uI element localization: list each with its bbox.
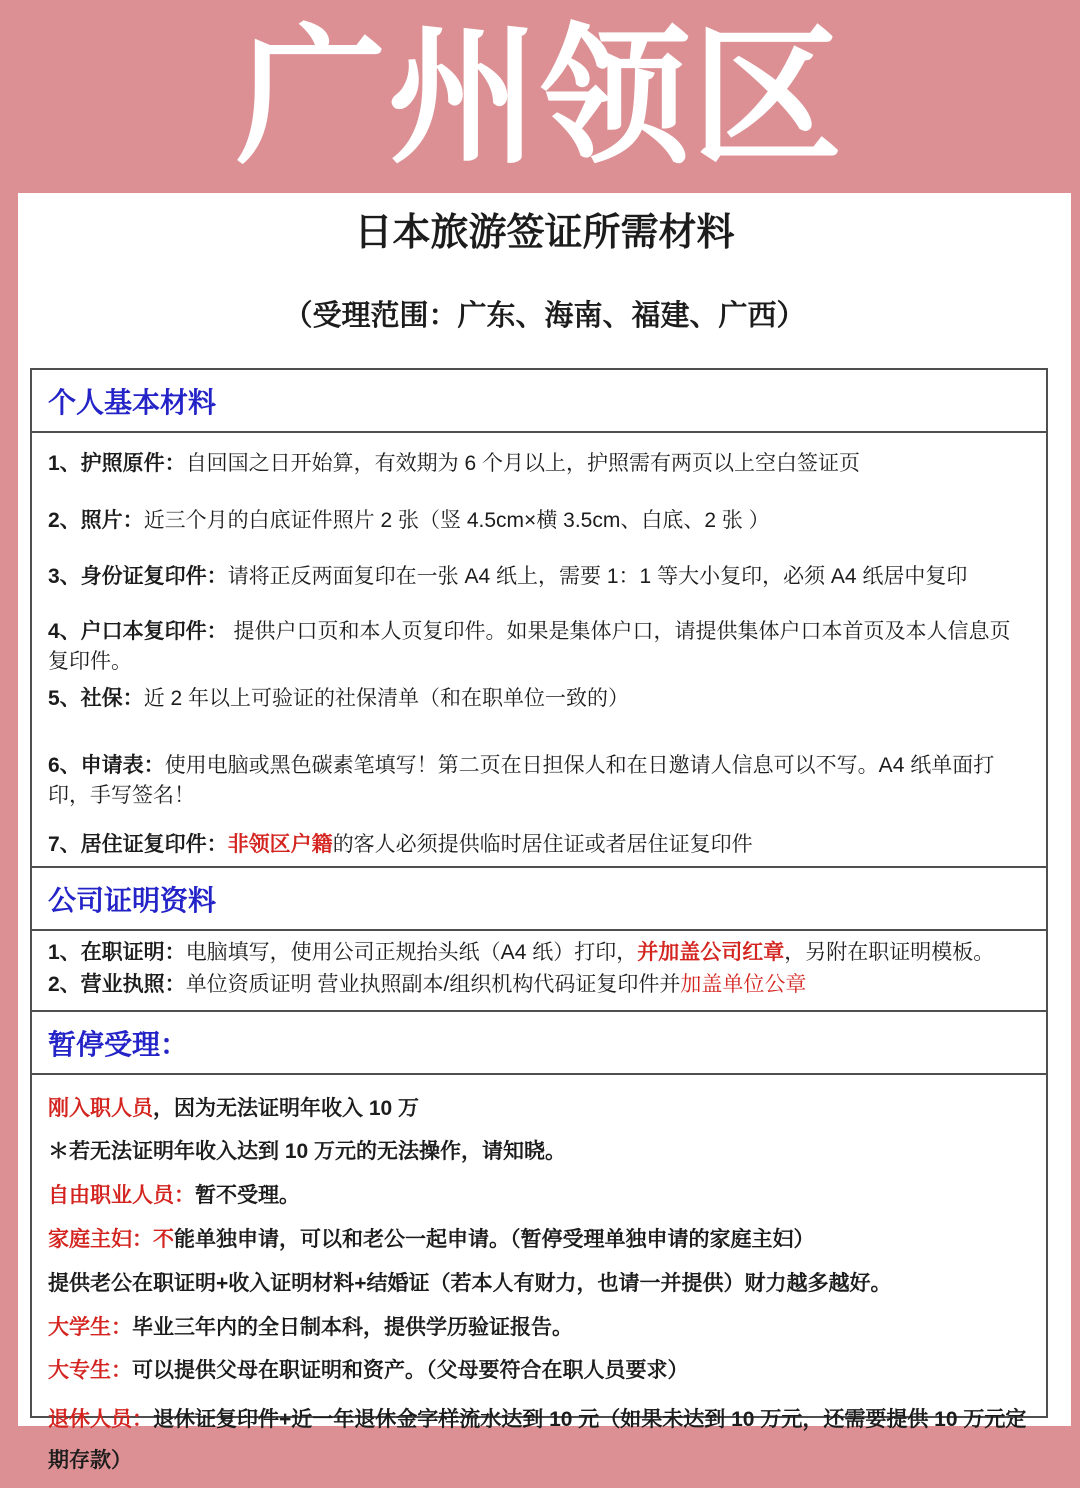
- suspended-housewife: 家庭主妇：不能单独申请，可以和老公一起申请。（暂停受理单独申请的家庭主妇）: [48, 1228, 815, 1252]
- item-application-form: 6、申请表：使用电脑或黑色碳素笔填写！第二页在日担保人和在日邀请人信息可以不写。A4 纸单面打印，手写签名！: [48, 754, 995, 807]
- suspended-housewife-note: 提供老公在职证明+收入证明材料+结婚证（若本人有财力，也请一并提供）财力越多越好。: [48, 1271, 892, 1295]
- section-header-personal: 个人基本材料: [32, 370, 1046, 433]
- item-passport: 1、护照原件：自回国之日开始算，有效期为 6 个月以上，护照需有两页以上空白签证页: [48, 452, 861, 475]
- item-employment-certificate: 1、在职证明：电脑填写，使用公司正规抬头纸（A4 纸）打印，并加盖公司红章，另附在职证明模板。: [48, 940, 995, 964]
- company-items: [32, 931, 1046, 1012]
- item-residence-permit: 7、居住证复印件：非领区户籍的客人必须提供临时居住证或者居住证复印件: [48, 833, 753, 857]
- personal-items: [32, 433, 1046, 868]
- item-id-copy: 3、身份证复印件：请将正反两面复印在一张 A4 纸上，需要 1：1 等大小复印，必须 A4 纸居中复印: [48, 564, 968, 588]
- banner: [0, 0, 1080, 193]
- suspended-freelancer: 自由职业人员：暂不受理。: [48, 1184, 300, 1208]
- suspended-new-employee: 刚入职人员，因为无法证明年收入 10 万: [48, 1096, 420, 1120]
- item-photo: 2、照片：近三个月的白底证件照片 2 张（竖 4.5cm×横 3.5cm、白底、2 张 ）: [48, 509, 770, 533]
- suspended-items: [32, 1075, 1046, 1488]
- document-page: [18, 193, 1071, 1473]
- suspended-junior-college-student: 大专生：可以提供父母在职证明和资产。（父母要符合在职人员要求）: [48, 1359, 689, 1383]
- banner-title: 广州领区: [235, 12, 844, 181]
- suspended-retiree: 退休人员：退休证复印件+近一年退休金字样流水达到 10 元（如果未达到 10 万元，还需要提供 10 万元定期存款）: [48, 1408, 1027, 1473]
- section-header-company: 公司证明资料: [32, 868, 1046, 931]
- item-social-insurance: 5、社保：近 2 年以上可验证的社保清单（和在职单位一致的）: [48, 686, 630, 710]
- requirements-table: [30, 368, 1048, 1473]
- document-title: 日本旅游签证所需材料: [354, 212, 735, 254]
- section-header-suspended: 暂停受理：: [32, 1012, 1046, 1075]
- item-business-license: 2、营业执照：单位资质证明 营业执照副本/组织机构代码证复印件并加盖单位公章: [48, 973, 807, 997]
- suspended-income-note: ＊若无法证明年收入达到 10 万元的无法操作，请知晓。: [48, 1140, 567, 1164]
- item-hukou-copy: 4、户口本复印件： 提供户口页和本人页复印件。如果是集体户口，请提供集体户口本首页及本人信息页复印件。: [48, 620, 1011, 673]
- document-subtitle: （受理范围：广东、海南、福建、广西）: [283, 300, 806, 332]
- suspended-college-student: 大学生：毕业三年内的全日制本科，提供学历验证报告。: [48, 1315, 573, 1339]
